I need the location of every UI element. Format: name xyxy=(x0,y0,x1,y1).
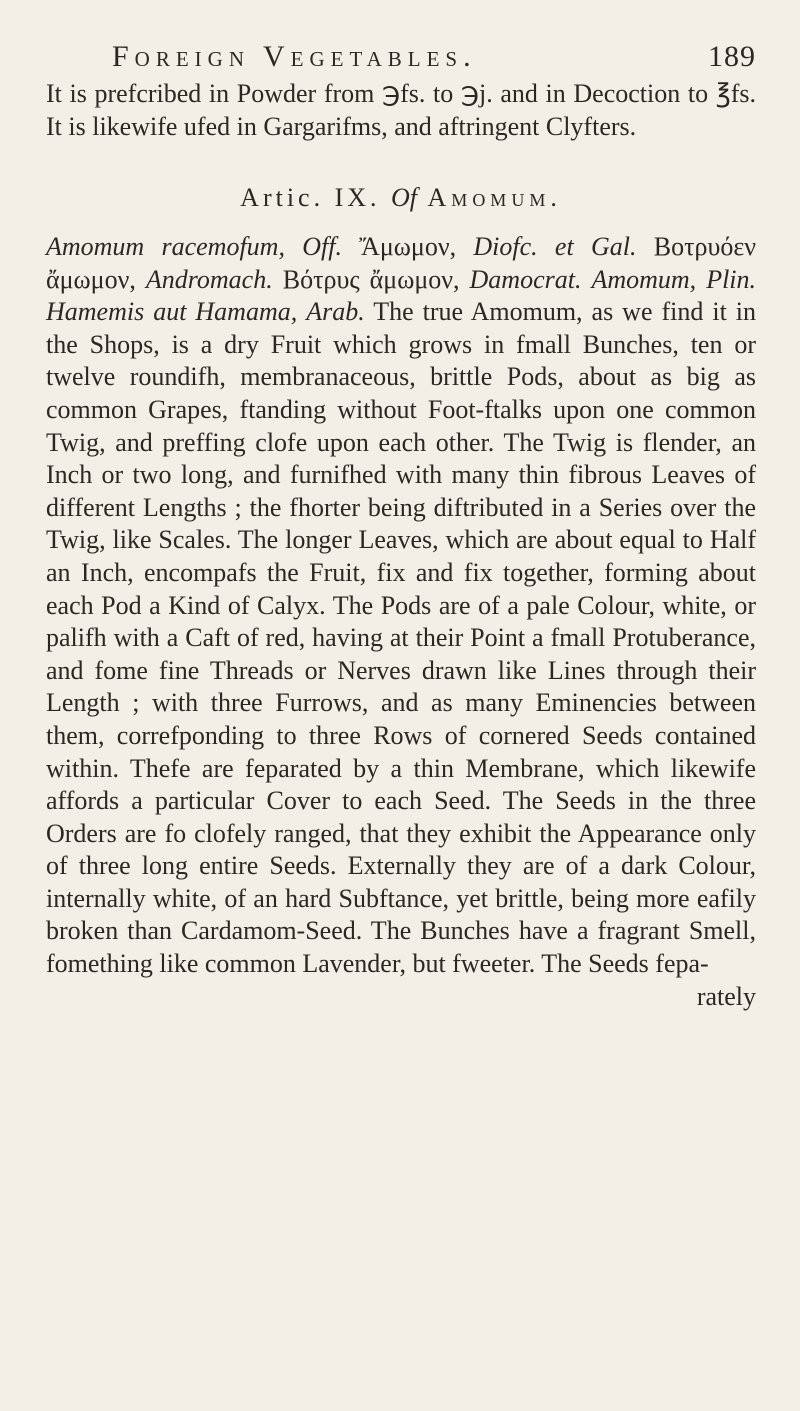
synonym-source: Plin. xyxy=(706,264,757,294)
synonym: Βοτρυόεν ἄμωμον, xyxy=(46,232,757,294)
synonyms-and-description xyxy=(46,231,756,981)
synonym: Hamemis aut Hamama, xyxy=(46,297,298,327)
article-name: Amomum. xyxy=(427,183,562,212)
page-number: 189 xyxy=(708,40,756,73)
running-head xyxy=(112,40,756,74)
synonym-source: Off. xyxy=(302,232,342,261)
synonym-source: Damocrat. xyxy=(469,264,582,294)
synonym: Ἄμωμον, xyxy=(359,232,457,261)
synonym-source: Arab. xyxy=(306,297,365,327)
article-heading xyxy=(46,183,756,213)
top-paragraph: It is prefcribed in Powder from ℈fs. to ℈j. and in Decoction to ℥fs. It is likewife ufed in Gargarifms, and aftringent Clyfters. xyxy=(46,79,756,141)
synonym-source: Andromach. xyxy=(145,264,273,294)
article-prefix: Artic. IX. xyxy=(240,183,381,212)
article-of: Of xyxy=(391,183,418,212)
synonym: Βότρυς ἄμωμον, xyxy=(282,264,460,294)
running-title: Foreign Vegetables. xyxy=(112,40,477,73)
synonym-source: Diofc. et Gal. xyxy=(473,232,637,261)
synonym: Amomum racemofum, xyxy=(46,232,285,261)
synonym: Amomum, xyxy=(591,264,697,294)
catchword: rately xyxy=(696,981,756,1011)
description-text: The true Amomum, as we find it in the Shops, is a dry Fruit which grows in fmall Bunches, ten or twelve roundifh, membranaceous, brittle Pods, about as big as common Grapes, ftanding without Foot-ftalks upon one common Twig, and preffing clofe upon each other. The Twig is flender, an Inch or two long, and furnifhed with many thin fibrous Leaves of different Lengths ; the fhorter being diftributed in a Series over the Twig, like Scales. The longer Leaves, which are about equal to Half an Inch, encompafs the Fruit, fix and fix together, forming about each Pod a Kind of Calyx. The Pods are of a pale Colour, white, or palifh with a Caft of red, having at their Point a fmall Protuberance, and fome fine Threads or Nerves drawn like Lines through their Length ; with three Furrows, and as many Eminencies between them, correfponding to three Rows of cornered Seeds contained within. Thefe are feparated by a thin Membrane, which likewife affords a particular Cover to each Seed. The Seeds in the three Orders are fo clofely ranged, that they exhibit the Appearance only of three long entire Seeds. Externally they are of a dark Colour, internally white, of an hard Subftance, yet brittle, being more eafily broken than Cardamom-Seed. The Bunches have a fragrant Smell, fomething like common Lavender, but fweeter. The Seeds fepa- xyxy=(46,297,756,979)
